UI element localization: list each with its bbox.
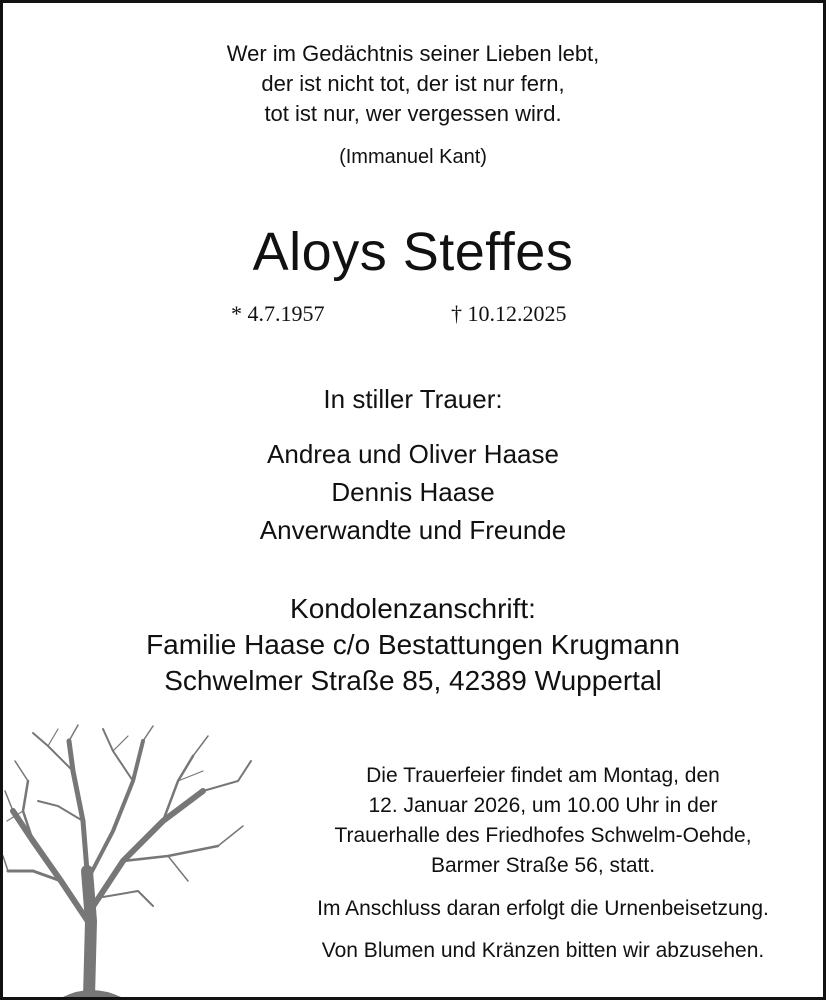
birth-date: * 4.7.1957: [231, 301, 325, 326]
condolence-heading: Kondolenzanschrift:: [290, 593, 536, 624]
mourner-name: Andrea und Oliver Haase: [267, 439, 559, 469]
service-line: Trauerhalle des Friedhofes Schwelm-Oehde,: [334, 824, 752, 847]
mourners-list: [3, 435, 823, 549]
quote-author: (Immanuel Kant): [339, 146, 487, 168]
flowers-note: Von Blumen und Kränzen bitten wir abzusehen.: [321, 939, 765, 962]
death-date: † 10.12.2025: [451, 301, 567, 326]
mourning-heading: In stiller Trauer:: [323, 384, 503, 414]
bare-tree-icon: [3, 721, 253, 997]
service-line: Die Trauerfeier findet am Montag, den: [366, 764, 720, 787]
mourner-name: Anverwandte und Freunde: [259, 515, 567, 545]
mourner-name: Dennis Haase: [331, 477, 495, 507]
burial-note: Im Anschluss daran erfolgt die Urnenbeisetzung.: [317, 897, 769, 920]
condolence-line: Familie Haase c/o Bestattungen Krugmann: [146, 629, 680, 660]
quote: [3, 39, 823, 129]
quote-line: Wer im Gedächtnis seiner Lieben lebt,: [226, 41, 600, 66]
deceased-name: Aloys Steffes: [252, 222, 574, 282]
condolence-address: [3, 591, 823, 699]
service-line: Barmer Straße 56, statt.: [430, 854, 656, 877]
service-details: [273, 761, 813, 881]
condolence-line: Schwelmer Straße 85, 42389 Wuppertal: [164, 665, 662, 696]
quote-line: tot ist nur, wer vergessen wird.: [264, 101, 562, 126]
service-line: 12. Januar 2026, um 10.00 Uhr in der: [368, 794, 718, 817]
quote-line: der ist nicht tot, der ist nur fern,: [261, 71, 565, 96]
